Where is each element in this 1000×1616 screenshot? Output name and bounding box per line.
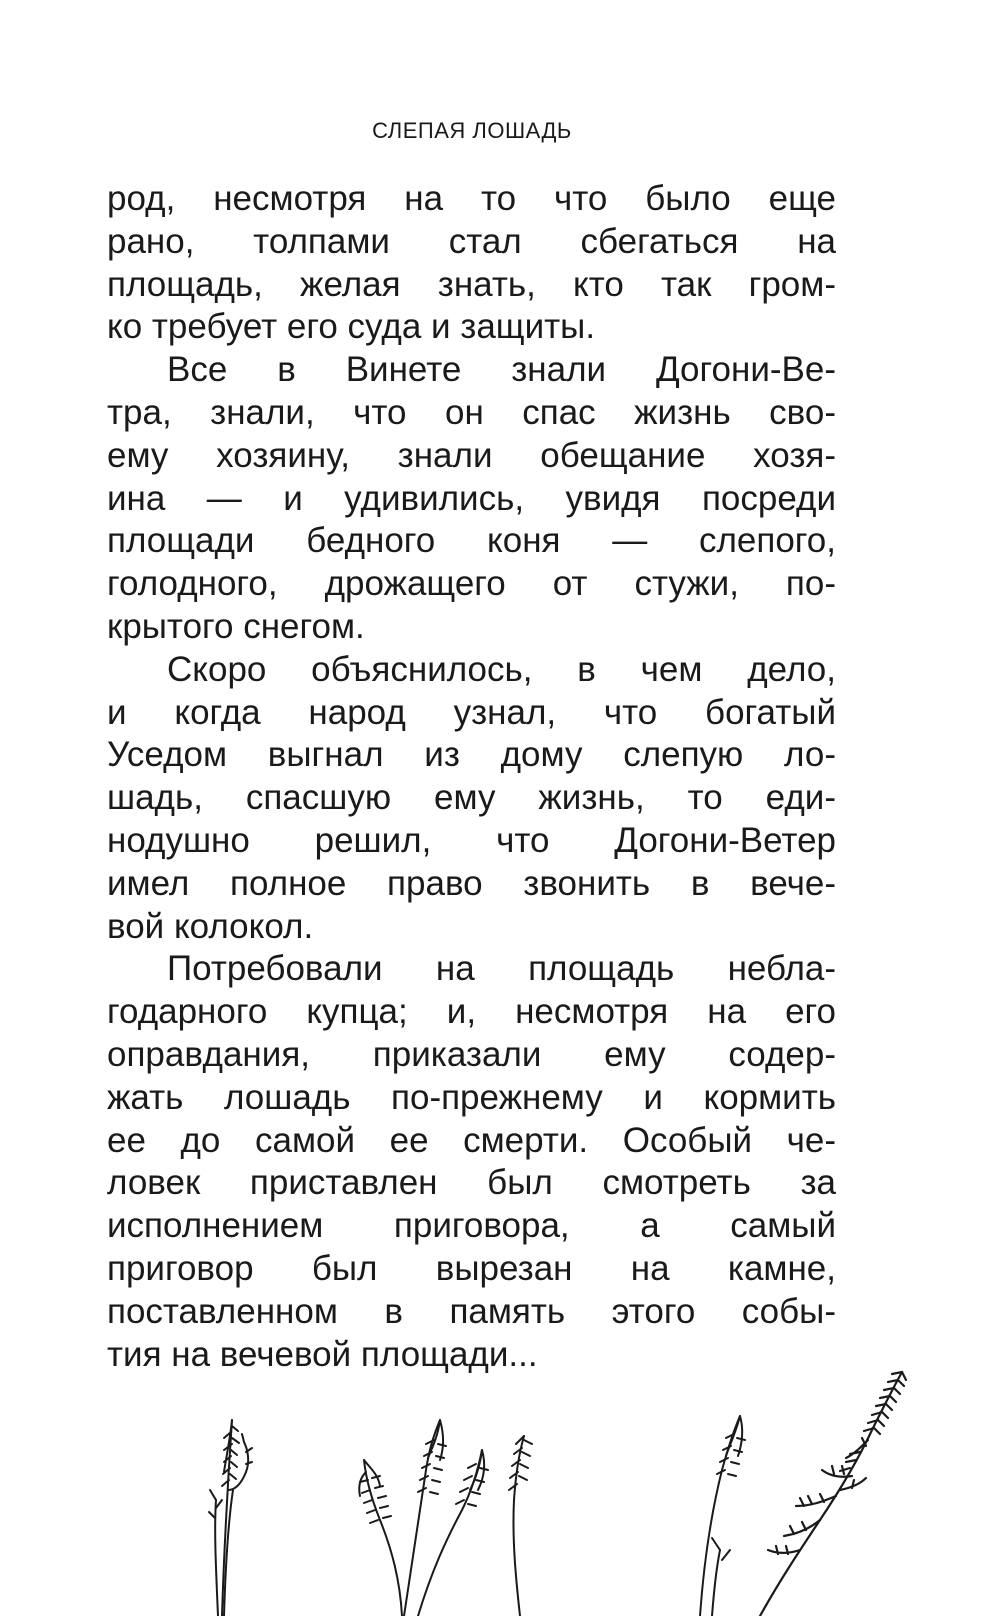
text-line: и когда народ узнал, что богатый bbox=[107, 692, 836, 732]
text-line: Уседом выгнал из дому слепую ло- bbox=[107, 735, 836, 775]
body-text bbox=[107, 178, 836, 1376]
text-line: жать лошадь по-прежнему и кормить bbox=[107, 1077, 836, 1117]
paragraph-4 bbox=[107, 948, 836, 1376]
text-line: исполнением приговора, а самый bbox=[107, 1206, 836, 1246]
text-line: тия на вечевой площади... bbox=[107, 1334, 538, 1374]
running-head: СЛЕПАЯ ЛОШАДЬ bbox=[372, 118, 572, 143]
text-line: Потребовали на площадь небла- bbox=[167, 949, 836, 989]
text-line: оправдания, приказали ему содер- bbox=[107, 1034, 836, 1074]
paragraph-1 bbox=[107, 178, 836, 349]
text-line: рано, толпами стал сбегаться на bbox=[107, 221, 836, 261]
text-line: имел полное право звонить в вече- bbox=[107, 863, 836, 903]
text-line: род, несмотря на то что было еще bbox=[107, 179, 836, 218]
paragraph-2 bbox=[107, 349, 836, 649]
text-line: тра, знали, что он спас жизнь сво- bbox=[107, 392, 836, 432]
text-line: Все в Винете знали Догони-Ве- bbox=[167, 350, 836, 390]
text-line: ина — и удивились, увидя посреди bbox=[107, 478, 836, 518]
grass-sketch-icon bbox=[0, 1340, 1000, 1616]
text-line: приговор был вырезан на камне, bbox=[107, 1248, 836, 1288]
text-line: площади бедного коня — слепого, bbox=[107, 521, 836, 561]
text-line: ее до самой ее смерти. Особый че- bbox=[107, 1120, 836, 1160]
text-line: вой колокол. bbox=[107, 906, 314, 946]
text-line: голодного, дрожащего от стужи, по- bbox=[107, 564, 836, 604]
text-line: ко требует его суда и защиты. bbox=[107, 307, 596, 347]
text-line: площадь, желая знать, кто так гром- bbox=[107, 264, 836, 304]
text-line: ловек приставлен был смотреть за bbox=[107, 1163, 836, 1203]
text-line: ему хозяину, знали обещание хозя- bbox=[107, 435, 836, 475]
text-line: поставленном в память этого собы- bbox=[107, 1291, 836, 1331]
text-line: шадь, спасшую ему жизнь, то еди- bbox=[107, 778, 836, 818]
text-line: Скоро объяснилось, в чем дело, bbox=[167, 649, 836, 689]
text-line: нодушно решил, что Догони-Ветер bbox=[107, 820, 836, 860]
paragraph-3 bbox=[107, 649, 836, 949]
text-line: крытого снегом. bbox=[107, 606, 365, 646]
text-line: годарного купца; и, несмотря на его bbox=[107, 992, 836, 1032]
